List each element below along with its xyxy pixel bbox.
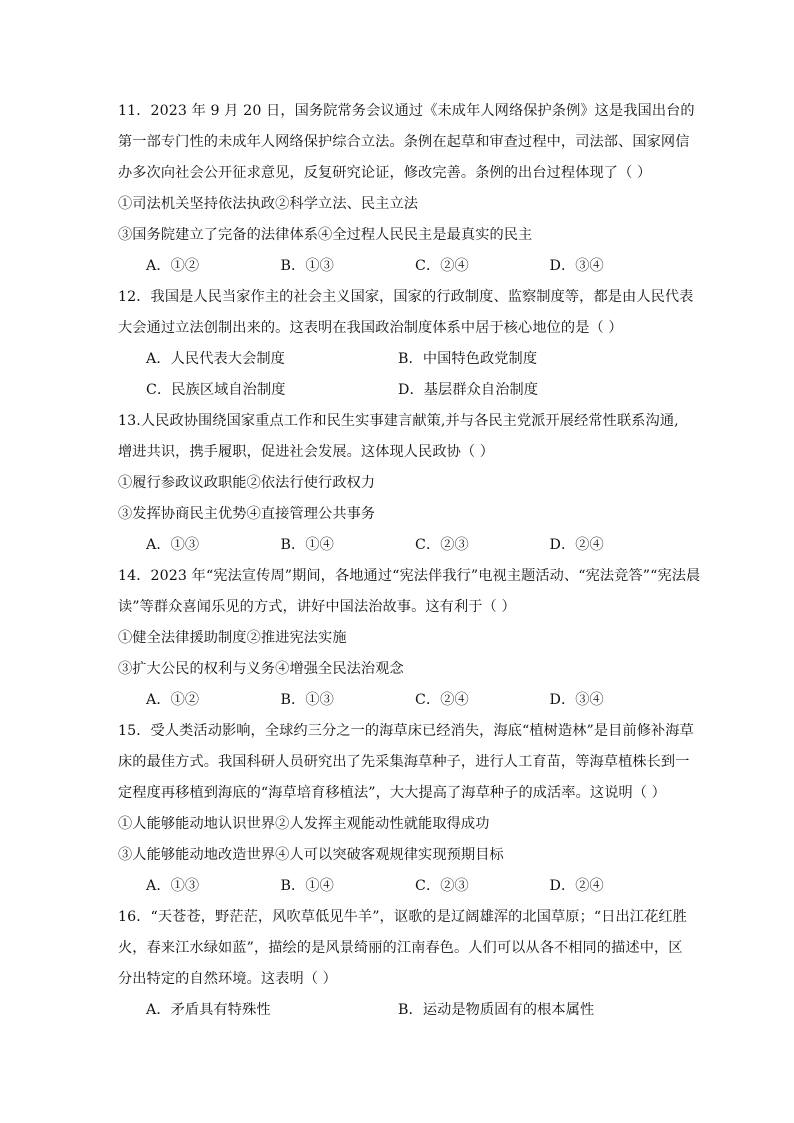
exam-page [118, 96, 701, 1026]
option-d: D．③④ [549, 258, 604, 274]
statement-line: ①健全法律援助制度②推进宪法实施 [118, 630, 347, 646]
statement-line: ①司法机关坚持依法执政②科学立法、民主立法 [118, 196, 419, 212]
question-text: 12．我国是人民当家作主的社会主义国家，国家的行政制度、监察制度等，都是由人民代表 [118, 289, 694, 305]
question-11 [118, 96, 695, 282]
option-c: C．民族区域自治制度 [146, 382, 286, 398]
option-b: B．①③ [280, 258, 334, 274]
option-a: A．①② [146, 692, 200, 708]
answer-options [118, 685, 684, 716]
option-a: A．①③ [146, 537, 200, 553]
option-b: B．中国特色政党制度 [398, 351, 538, 367]
option-d: D．②④ [549, 878, 604, 894]
answer-options [118, 530, 684, 561]
answer-options [118, 251, 684, 282]
question-text: 大会通过立法创制出来的。这表明在我国政治制度体系中居于核心地位的是（ ） [118, 320, 623, 336]
question-text: 15．受人类活动影响，全球约三分之一的海草床已经消失，海底“植树造林”是目前修补海草 [118, 723, 694, 739]
question-14 [118, 561, 701, 716]
question-text: 11．2023 年 9 月 20 日，国务院常务会议通过《未成年人网络保护条例》这是我国出台的 [118, 103, 695, 119]
question-text: 床的最佳方式。我国科研人员研究出了先采集海草种子，进行人工育苗，等海草植株长到一 [118, 754, 690, 770]
question-13 [118, 406, 684, 561]
question-text: 读”等群众喜闻乐见的方式，讲好中国法治故事。这有利于（ ） [118, 599, 516, 615]
question-16 [118, 902, 687, 1026]
option-b: B．①③ [280, 692, 334, 708]
option-a: A．人民代表大会制度 [146, 351, 285, 367]
option-d: D．②④ [549, 537, 604, 553]
question-text: 分出特定的自然环境。这表明（ ） [118, 971, 337, 987]
option-d: D．基层群众自治制度 [398, 382, 539, 398]
question-text: 14．2023 年“宪法宣传周”期间，各地通过“宪法伴我行”电视主题活动、“宪法竞答”“宪法晨 [118, 568, 701, 584]
question-15 [118, 716, 694, 902]
option-a: A．矛盾具有特殊性 [146, 1002, 271, 1018]
question-text: 办多次向社会公开征求意见，反复研究论证，修改完善。条例的出台过程体现了（ ） [118, 165, 652, 181]
answer-options [118, 871, 684, 902]
question-text: 13.人民政协围绕国家重点工作和民生实事建言献策,并与各民主党派开展经常性联系沟通, [118, 413, 679, 429]
question-text: 第一部专门性的未成年人网络保护综合立法。条例在起草和审查过程中，司法部、国家网信 [118, 134, 690, 150]
question-text: 增进共识，携手履职，促进社会发展。这体现人民政协（ ） [118, 444, 495, 460]
statement-line: ③发挥协商民主优势④直接管理公共事务 [118, 506, 376, 522]
option-c: C．②④ [415, 258, 469, 274]
option-c: C．②③ [415, 537, 469, 553]
statement-line: ③国务院建立了完备的法律体系④全过程人民民主是最真实的民主 [118, 227, 533, 243]
option-b: B．①④ [280, 537, 334, 553]
option-a: A．①② [146, 258, 200, 274]
option-d: D．③④ [549, 692, 604, 708]
statement-line: ③人能够能动地改造世界④人可以突破客观规律实现预期目标 [118, 847, 504, 863]
question-12 [118, 282, 694, 406]
question-text: 定程度再移植到海底的“海草培育移植法”，大大提高了海草种子的成活率。这说明（ ） [118, 785, 666, 801]
answer-options [118, 344, 684, 375]
question-text: 16．“天苍苍，野茫茫，风吹草低见牛羊”，讴歌的是辽阔雄浑的北国草原；“日出江花红胜 [118, 909, 687, 925]
statement-line: ③扩大公民的权利与义务④增强全民法治观念 [118, 661, 404, 677]
option-b: B．①④ [280, 878, 334, 894]
option-a: A．①③ [146, 878, 200, 894]
option-c: C．②③ [415, 878, 469, 894]
answer-options [118, 995, 684, 1026]
statement-line: ①履行参政议政职能②依法行使行政权力 [118, 475, 376, 491]
question-text: 火，春来江水绿如蓝”，描绘的是风景绮丽的江南春色。人们可以从各不相同的描述中，区 [118, 940, 683, 956]
statement-line: ①人能够能动地认识世界②人发挥主观能动性就能取得成功 [118, 816, 490, 832]
answer-options [118, 375, 684, 406]
option-c: C．②④ [415, 692, 469, 708]
option-b: B．运动是物质固有的根本属性 [398, 1002, 595, 1018]
